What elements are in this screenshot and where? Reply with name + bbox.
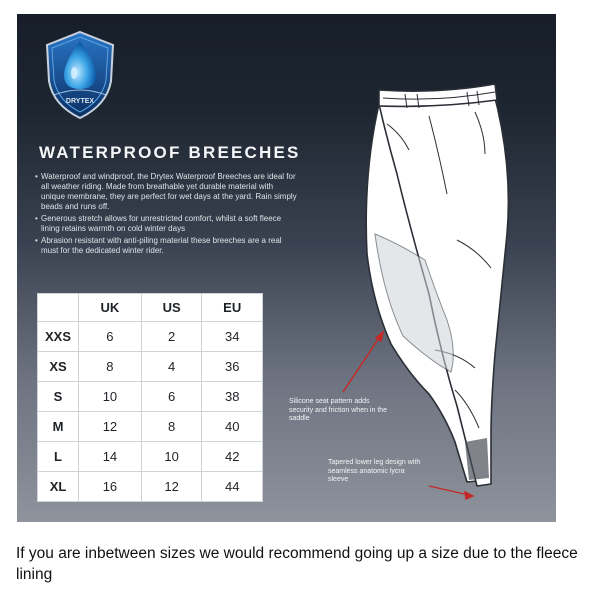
page-title: WATERPROOF BREECHES — [39, 143, 301, 162]
size-label: S — [38, 382, 79, 412]
size-label: XXS — [38, 322, 79, 352]
table-row — [38, 442, 263, 472]
feature-list — [35, 172, 297, 258]
drytex-logo — [41, 29, 119, 121]
us-size-cell: 6 — [141, 382, 202, 412]
table-header-row — [38, 294, 263, 322]
us-size-cell: 10 — [141, 442, 202, 472]
uk-size-cell: 14 — [79, 442, 142, 472]
uk-size-cell: 8 — [79, 352, 142, 382]
table-header-eu: EU — [202, 294, 263, 322]
water-drop-shield-icon — [41, 29, 119, 121]
uk-size-cell: 16 — [79, 472, 142, 502]
size-label: M — [38, 412, 79, 442]
eu-size-cell: 42 — [202, 442, 263, 472]
sizing-advice-text: If you are inbetween sizes we would recommend going up a size due to the fleece lining — [16, 545, 578, 583]
eu-size-cell: 40 — [202, 412, 263, 442]
uk-size-cell: 10 — [79, 382, 142, 412]
table-header-blank — [38, 294, 79, 322]
size-guide-panel — [17, 14, 556, 522]
uk-size-cell: 12 — [79, 412, 142, 442]
leg-annotation: Tapered lower leg design with seamless anatomic lycra sleeve — [328, 459, 421, 483]
seat-annotation: Silicone seat pattern adds security and friction when in the saddle — [289, 398, 388, 422]
size-label: XS — [38, 352, 79, 382]
feature-item-waterproof: • Waterproof and windproof, the Drytex Waterproof Breeches are ideal for all weather riding. Made from breathable yet durable material with unique membrane, they are perfect for wet days at the yard. Rain simply beads and runs off. — [35, 172, 297, 212]
us-size-cell: 12 — [141, 472, 202, 502]
eu-size-cell: 38 — [202, 382, 263, 412]
size-label: L — [38, 442, 79, 472]
breeches-illustration — [279, 54, 529, 514]
table-header-uk: UK — [79, 294, 142, 322]
table-header-us: US — [141, 294, 202, 322]
eu-size-cell: 44 — [202, 472, 263, 502]
table-row — [38, 382, 263, 412]
eu-size-cell: 34 — [202, 322, 263, 352]
us-size-cell: 2 — [141, 322, 202, 352]
table-row — [38, 352, 263, 382]
size-label: XL — [38, 472, 79, 502]
logo-brand-text: DRYTEX — [65, 98, 95, 105]
table-row — [38, 412, 263, 442]
feature-item-stretch: • Generous stretch allows for unrestricted comfort, whilst a soft fleece lining retains warmth on cold winter days — [35, 214, 297, 234]
uk-size-cell: 6 — [79, 322, 142, 352]
table-row — [38, 472, 263, 502]
us-size-cell: 8 — [141, 412, 202, 442]
feature-item-abrasion: • Abrasion resistant with anti-piling material these breeches are a real must for the dedicated winter rider. — [35, 236, 297, 256]
table-row — [38, 322, 263, 352]
size-chart-table — [37, 293, 263, 502]
eu-size-cell: 36 — [202, 352, 263, 382]
us-size-cell: 4 — [141, 352, 202, 382]
